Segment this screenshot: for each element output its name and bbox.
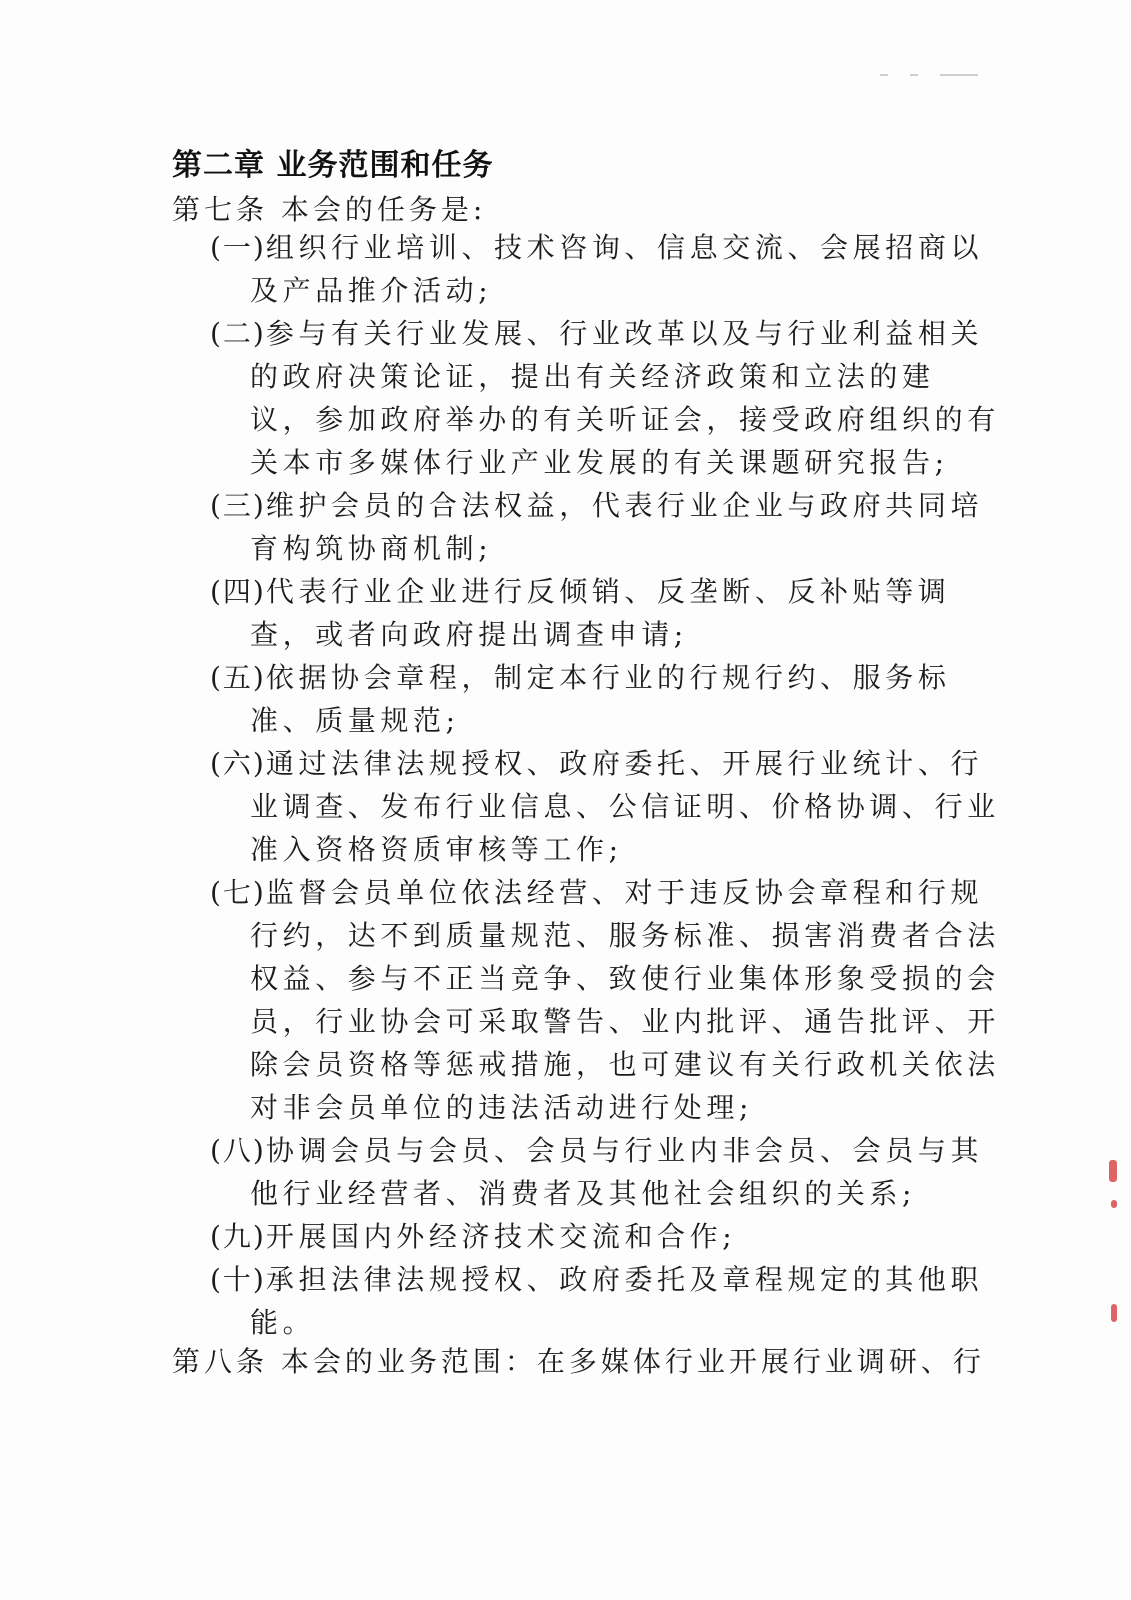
- item-continuation-line: 查，或者向政府提出调查申请;: [250, 618, 688, 651]
- item-text: 参与有关行业发展、行业改革以及与行业利益相关: [265, 317, 984, 350]
- item-text: 代表行业企业进行反倾销、反垄断、反补贴等调: [265, 575, 951, 608]
- item-first-line: [210, 1258, 984, 1301]
- article-7-item: [210, 656, 950, 742]
- item-number: (四): [210, 575, 266, 608]
- item-first-line: [210, 742, 984, 785]
- item-continuation-line: 关本市多媒体行业产业发展的有关课题研究报告;: [250, 446, 949, 479]
- item-continuation-line: 除会员资格等惩戒措施，也可建议有关行政机关依法: [250, 1048, 1000, 1081]
- article-7-item: [210, 1215, 950, 1258]
- item-continuation-line: 准入资格资质审核等工作;: [250, 833, 623, 866]
- item-text: 承担法律法规授权、政府委托及章程规定的其他职: [265, 1263, 984, 1296]
- item-first-line: [210, 871, 984, 914]
- item-number: (五): [210, 661, 266, 694]
- item-text: 监督会员单位依法经营、对于违反协会章程和行规: [265, 876, 984, 909]
- item-continuation-line: 员，行业协会可采取警告、业内批评、通告批评、开: [250, 1005, 1000, 1038]
- scan-artifact-marks: [880, 74, 980, 77]
- item-text: 组织行业培训、技术咨询、信息交流、会展招商以: [265, 231, 984, 264]
- item-first-line: [210, 1215, 950, 1258]
- article-7-item: [210, 484, 984, 570]
- article-7-item: [210, 1258, 984, 1344]
- item-number: (七): [210, 876, 266, 909]
- chapter-title: 第二章 业务范围和任务: [172, 148, 494, 183]
- item-continuation-line: 的政府决策论证，提出有关经济政策和立法的建: [250, 360, 935, 393]
- item-continuation-line: 业调查、发布行业信息、公信证明、价格协调、行业: [250, 790, 1000, 823]
- item-continuation-line: 能。: [250, 1306, 316, 1339]
- item-first-line: [210, 226, 984, 269]
- article-7-item: [210, 312, 1000, 484]
- item-number: (六): [210, 747, 266, 780]
- seal-stamp-edge: [1111, 1200, 1117, 1208]
- item-first-line: [210, 1129, 984, 1172]
- item-first-line: [210, 656, 950, 699]
- seal-stamp-edge: [1111, 1304, 1117, 1322]
- article-8-heading: 第八条 本会的业务范围：在多媒体行业开展行业调研、行: [172, 1345, 985, 1378]
- item-first-line: [210, 312, 984, 355]
- item-first-line: [210, 570, 950, 613]
- article-7-item: [210, 570, 950, 656]
- article-7-item: [210, 226, 984, 312]
- item-continuation-line: 对非会员单位的违法活动进行处理;: [250, 1091, 754, 1124]
- item-continuation-line: 议，参加政府举办的有关听证会，接受政府组织的有: [250, 403, 1000, 436]
- item-continuation-line: 育构筑协商机制;: [250, 532, 493, 565]
- item-continuation-line: 他行业经营者、消费者及其他社会组织的关系;: [250, 1177, 917, 1210]
- item-number: (十): [210, 1263, 266, 1296]
- item-text: 协调会员与会员、会员与行业内非会员、会员与其: [265, 1134, 984, 1167]
- item-number: (一): [210, 231, 266, 264]
- item-text: 维护会员的合法权益，代表行业企业与政府共同培: [265, 489, 984, 522]
- article-7-item: [210, 871, 1000, 1129]
- item-number: (二): [210, 317, 266, 350]
- item-continuation-line: 权益、参与不正当竞争、致使行业集体形象受损的会: [250, 962, 1000, 995]
- item-text: 开展国内外经济技术交流和合作;: [265, 1220, 737, 1253]
- item-text: 通过法律法规授权、政府委托、开展行业统计、行: [265, 747, 984, 780]
- seal-stamp-edge: [1109, 1160, 1117, 1182]
- article-7-heading: 第七条 本会的任务是:: [172, 193, 487, 226]
- item-number: (八): [210, 1134, 266, 1167]
- item-first-line: [210, 484, 984, 527]
- item-continuation-line: 行约，达不到质量规范、服务标准、损害消费者合法: [250, 919, 1000, 952]
- article-7-item: [210, 742, 1000, 871]
- item-continuation-line: 及产品推介活动;: [250, 274, 493, 307]
- item-number: (三): [210, 489, 266, 522]
- item-continuation-line: 准、质量规范;: [250, 704, 460, 737]
- item-text: 依据协会章程，制定本行业的行规行约、服务标: [265, 661, 951, 694]
- article-7-item: [210, 1129, 984, 1215]
- item-number: (九): [210, 1220, 266, 1253]
